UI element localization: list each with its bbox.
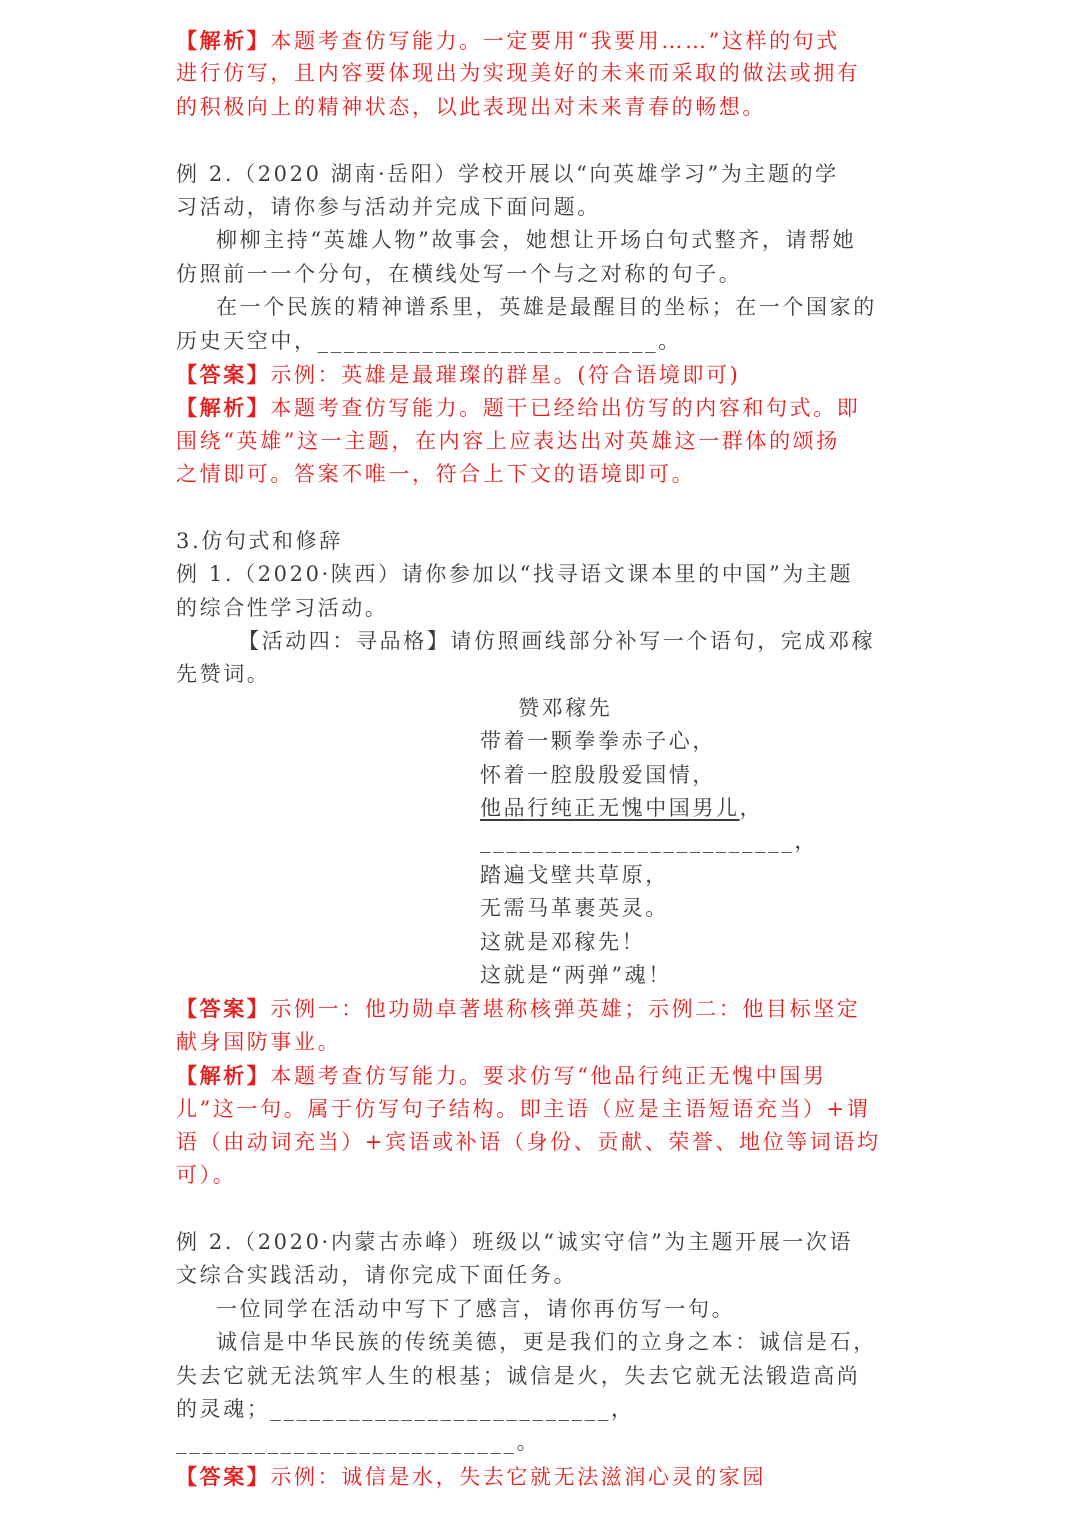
question-text: 诚信是中华民族的传统美德，更是我们的立身之本：诚信是石， bbox=[216, 1330, 877, 1355]
analysis-line: 语（由动词充当）+宾语或补语（身份、贡献、荣誉、地位等词语均 bbox=[176, 1129, 881, 1154]
poem-line: 踏遍戈壁共草原， bbox=[480, 862, 669, 887]
section-heading: 3.仿句式和修辞 bbox=[176, 528, 343, 553]
poem-underlined-text: 他品行纯正无愧中国男儿 bbox=[480, 795, 740, 820]
answer-line bbox=[176, 358, 904, 391]
analysis-tag: 【解析】 bbox=[176, 1063, 271, 1089]
document-body bbox=[176, 24, 904, 1493]
question-text: 失去它就无法筑牢人生的根基；诚信是火，失去它就无法锻造高尚 bbox=[176, 1363, 861, 1388]
poem-line: 怀着一腔殷殷爱国情， bbox=[480, 762, 716, 787]
analysis-tag: 【解析】 bbox=[176, 395, 271, 421]
answer-line: 献身国防事业。 bbox=[176, 1029, 342, 1054]
answer-text: 示例：英雄是最璀璨的群星。(符合语境即可) bbox=[270, 362, 741, 387]
poem-blank-line: ________________________， bbox=[480, 829, 818, 854]
analysis-tag: 【解析】 bbox=[176, 28, 271, 53]
analysis-line: 之情即可。答案不唯一，符合上下文的语境即可。 bbox=[176, 462, 696, 487]
example-title: 文综合实践活动，请你完成下面任务。 bbox=[176, 1263, 578, 1288]
example-title: 习活动，请你参与活动并完成下面问题。 bbox=[176, 194, 601, 219]
answer-tag: 【答案】 bbox=[176, 996, 271, 1022]
example-title: 的综合性学习活动。 bbox=[176, 595, 389, 620]
answer-text: 示例：诚信是水，失去它就无法滋润心灵的家园 bbox=[270, 1464, 767, 1489]
poem-line: 带着一颗拳拳赤子心， bbox=[480, 729, 716, 754]
poem-title: 赞邓稼先 bbox=[518, 695, 613, 720]
poem-line: 无需马革裹英灵。 bbox=[480, 896, 669, 921]
activity-text: 先赞词。 bbox=[176, 662, 271, 687]
analysis-text: 本题考查仿写能力。要求仿写“他品行纯正无愧中国男 bbox=[270, 1064, 827, 1089]
spacer bbox=[176, 124, 904, 157]
example-title: 例 1.（2020·陕西）请你参加以“找寻语文课本里的中国”为主题 bbox=[176, 562, 854, 587]
question-text: 柳柳主持“英雄人物”故事会，她想让开场白句式整齐，请帮她 bbox=[216, 228, 857, 253]
question-blank-line: 的灵魂；__________________________， bbox=[176, 1397, 635, 1422]
analysis-line: 儿”这一句。属于仿写句子结构。即主语（应是主语短语充当）+谓 bbox=[176, 1096, 871, 1121]
question-text: 仿照前一一个分句，在横线处写一个与之对称的句子。 bbox=[176, 261, 743, 286]
answer-line bbox=[176, 992, 904, 1025]
analysis-line bbox=[176, 391, 904, 424]
question-blank-line: __________________________。 bbox=[176, 1430, 541, 1455]
question-text: 在一个民族的精神谱系里，英雄是最醒目的坐标；在一个国家的 bbox=[216, 295, 877, 320]
question-blank-line: 历史天空中，__________________________。 bbox=[176, 328, 682, 353]
analysis-line bbox=[176, 24, 904, 57]
analysis-line bbox=[176, 1059, 904, 1092]
answer-text: 示例一：他功勋卓著堪称核弹英雄；示例二：他目标坚定 bbox=[270, 997, 861, 1022]
spacer bbox=[176, 1193, 904, 1226]
analysis-text: 本题考查仿写能力。一定要用“我要用……”这样的句式 bbox=[270, 29, 840, 53]
poem-line: 这就是“两弹”魂！ bbox=[480, 962, 672, 987]
analysis-line: 的积极向上的精神状态，以此表现出对未来青春的畅想。 bbox=[176, 94, 766, 119]
poem-line bbox=[176, 792, 904, 825]
poem-line: 这就是邓稼先！ bbox=[480, 929, 646, 954]
answer-tag: 【答案】 bbox=[176, 361, 271, 387]
answer-line bbox=[176, 1460, 904, 1493]
analysis-line: 进行仿写，且内容要体现出为实现美好的未来而采取的做法或拥有 bbox=[176, 61, 861, 86]
answer-tag: 【答案】 bbox=[176, 1463, 271, 1489]
example-title: 例 2.（2020·内蒙古赤峰）班级以“诚实守信”为主题开展一次语 bbox=[176, 1230, 854, 1255]
poem-punct: ， bbox=[739, 795, 764, 820]
spacer bbox=[176, 491, 904, 524]
analysis-text: 本题考查仿写能力。题干已经给出仿写的内容和句式。即 bbox=[270, 396, 861, 421]
analysis-line: 围绕“英雄”这一主题，在内容上应表达出对英雄这一群体的颂扬 bbox=[176, 428, 840, 453]
activity-text: 【活动四：寻品格】请仿照画线部分补写一个语句，完成邓稼 bbox=[238, 629, 876, 654]
example-title: 例 2.（2020 湖南·岳阳）学校开展以“向英雄学习”为主题的学 bbox=[176, 161, 839, 186]
question-text: 一位同学在活动中写下了感言，请你再仿写一句。 bbox=[216, 1296, 736, 1321]
analysis-line: 可）。 bbox=[176, 1163, 237, 1188]
